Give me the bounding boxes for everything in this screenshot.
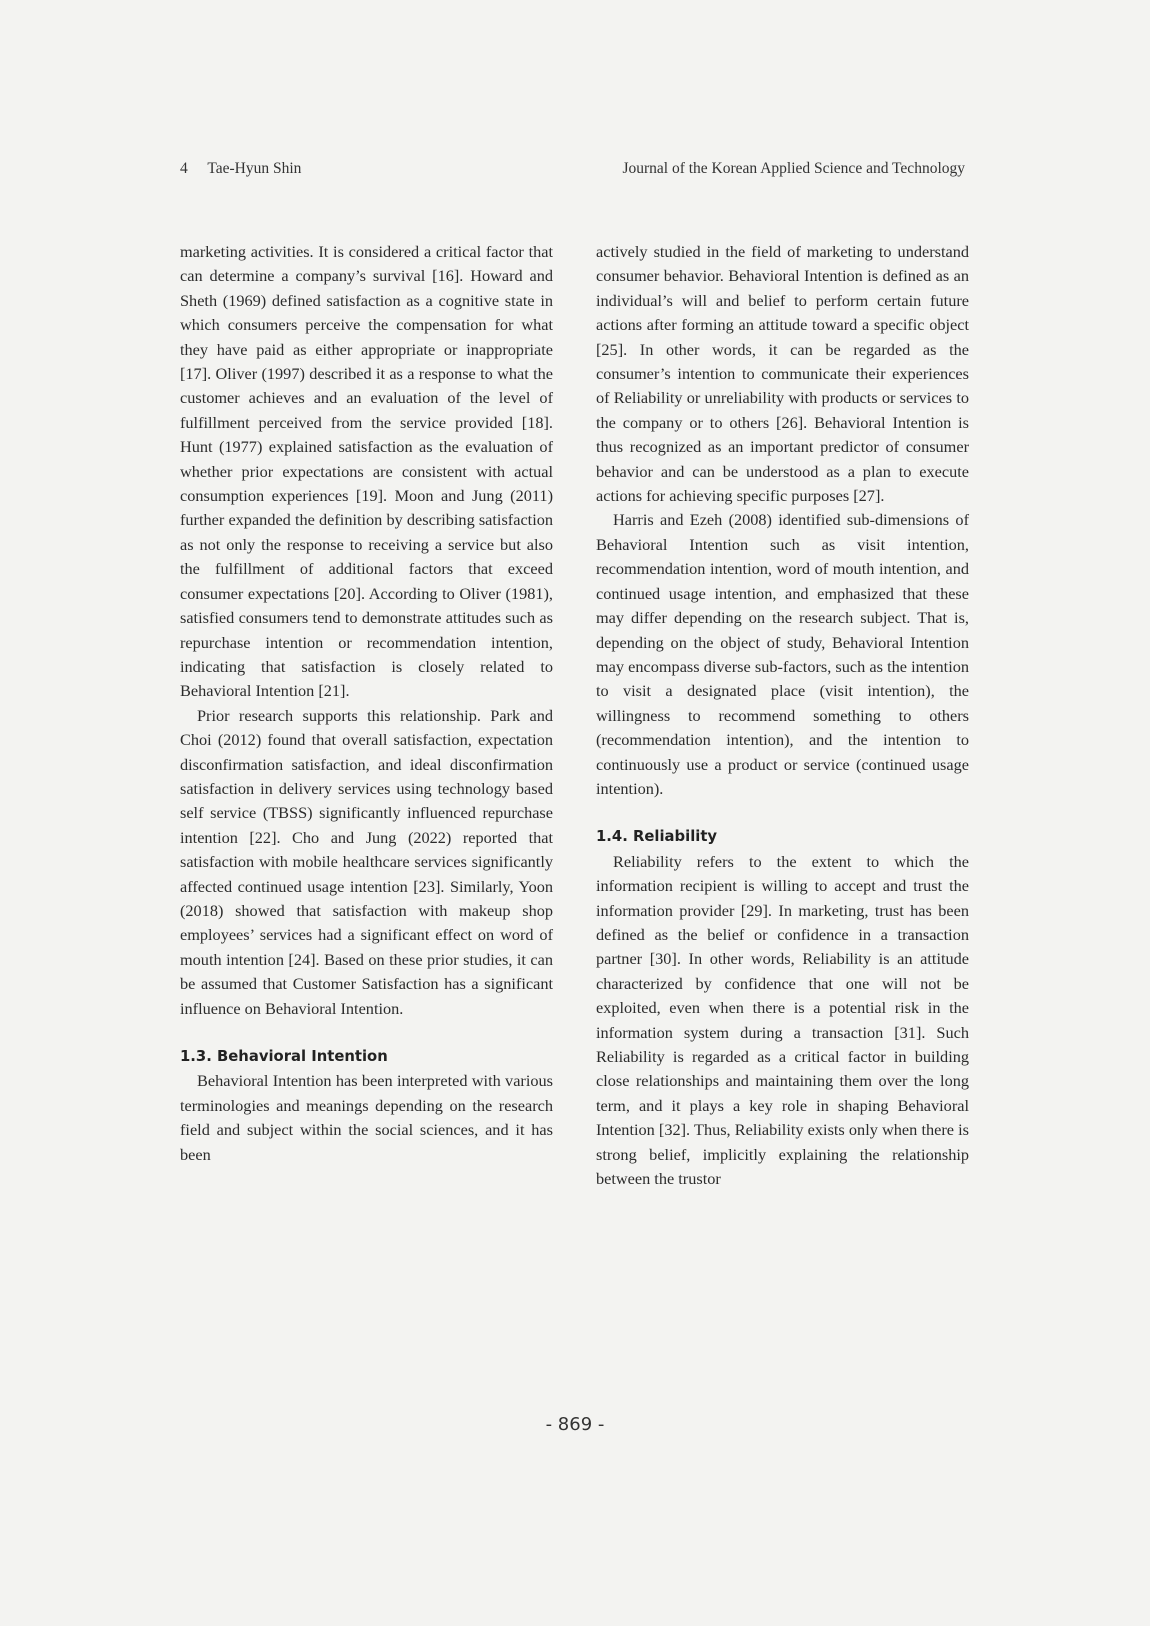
- left-column: [180, 240, 553, 1167]
- section-heading: 1.4. Reliability: [596, 828, 718, 846]
- section-heading: 1.3. Behavioral Intention: [180, 1048, 388, 1065]
- paragraph: Prior research supports this relationship. Park and Choi (2012) found that overall satisfaction, expectation disconfirmation satisfaction, and ideal disconfirmation satisfaction in delivery services using technology based self service (TBSS) significantly influenced repurchase intention [22]. Cho and Jung (2022) reported that satisfaction with mobile healthcare services significantly affected continued usage intention [23]. Similarly, Yoon (2018) showed that satisfaction with makeup shop employees’ services had a significant effect on word of mouth intention [24]. Based on these prior studies, it can be assumed that Customer Satisfaction has a significant influence on Behavioral Intention.: [180, 705, 553, 1018]
- header-author: Tae-Hyun Shin: [207, 160, 302, 177]
- running-header-left: [180, 160, 301, 178]
- header-journal-title: Journal of the Korean Applied Science and Technology: [622, 160, 965, 177]
- paragraph: actively studied in the field of marketing to understand consumer behavior. Behavioral Intention is defined as an individual’s will and belief to perform certain future actions after forming an attitude toward a specific object [25]. In other words, it can be regarded as the consumer’s intention to communicate their experiences of Reliability or unreliability with products or services to the company or to others [26]. Behavioral Intention is thus recognized as an important predictor of consumer behavior and can be understood as a plan to execute actions for achieving specific purposes [27].: [596, 242, 969, 506]
- header-page-number: 4: [180, 160, 188, 177]
- paragraph: Behavioral Intention has been interpreted with various terminologies and meanings depending on the research field and subject within the social sciences, and it has been: [180, 1071, 553, 1164]
- right-column: [596, 240, 969, 1191]
- page-number-footer: - 869 -: [545, 1414, 605, 1435]
- paragraph: marketing activities. It is considered a critical factor that can determine a company’s survival [16]. Howard and Sheth (1969) defined satisfaction as a cognitive state in which consumers perceive the compensation for what they have paid as either appropriate or inappropriate [17]. Oliver (1997) described it as a response to what the customer achieves and an evaluation of the level of fulfillment perceived from the service provided [18]. Hunt (1977) explained satisfaction as the evaluation of whether prior expectations are consistent with actual consumption experiences [19]. Moon and Jung (2011) further expanded the definition by describing satisfaction as not only the response to receiving a service but also the fulfillment of additional factors that exceed consumer expectations [20]. According to Oliver (1981), satisfied consumers tend to demonstrate attitudes such as repurchase intention or recommendation intention, indicating that satisfaction is closely related to Behavioral Intention [21].: [180, 242, 553, 701]
- paragraph: Harris and Ezeh (2008) identified sub-dimensions of Behavioral Intention such as visit intention, recommendation intention, word of mouth intention, and continued usage intention, and emphasized that these may differ depending on the research subject. That is, depending on the object of study, Behavioral Intention may encompass diverse sub-factors, such as the intention to visit a designated place (visit intention), the willingness to recommend something to others (recommendation intention), and the intention to continuously use a product or service (continued usage intention).: [596, 510, 969, 798]
- paragraph: Reliability refers to the extent to which the information recipient is willing to accept and trust the information provider [29]. In marketing, trust has been defined as the belief or confidence in a transaction partner [30]. In other words, Reliability is an attitude characterized by confidence that one will not be exploited, even when there is a potential risk in the information system during a transaction [31]. Such Reliability is regarded as a critical factor in building close relationships and maintaining them over the long term, and it plays a key role in shaping Behavioral Intention [32]. Thus, Reliability exists only when there is strong belief, implicitly explaining the relationship between the trustor: [596, 851, 969, 1189]
